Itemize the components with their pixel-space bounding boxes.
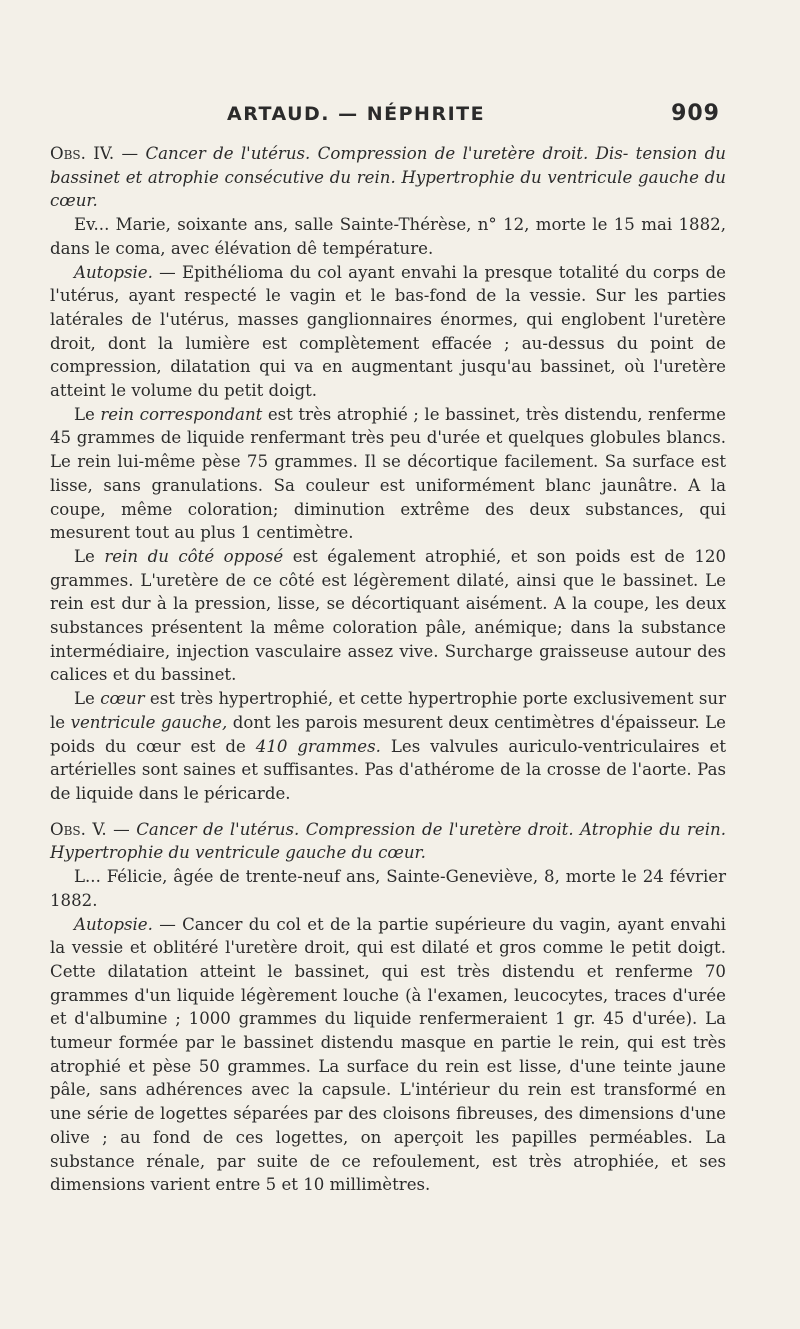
obs4-rein-corr-text: est très atrophié ; le bassinet, très distendu, renferme 45 grammes de liquide renfermant très peu d'urée et quelques globules blancs. Le rein lui-même pèse 75 grammes. Il se décortique facilement. Sa surface est lisse, sans granulations. Sa couleur est uniformément blanc jaunâtre. A la coupe, même coloration; diminution extrême des deux substances, qui mesurent tout au plus 1 centimètre. (50, 404, 726, 543)
obs4-rein-oppose (50, 545, 726, 687)
obs4-title-line3: du ventricule gauche du cœur. (50, 167, 726, 211)
obs4-coeur-text1: est très hypertrophié, et cette hypertrophie porte exclusivement sur le (50, 689, 726, 732)
obs5-title-line2: du rein. Hypertrophie du ventricule gauche du cœur. (50, 819, 726, 863)
body-text (50, 142, 726, 1197)
obs4-label: Obs. IV. — (50, 144, 139, 163)
running-title: ARTAUD. — NÉPHRITE (227, 103, 486, 125)
obs4-coeur-text3: Les valvules auriculo-ventriculaires et artérielles sont saines et suffisantes. Pas d'athérome de la crosse de l'aorte. Pas de liquide dans le péricarde. (50, 736, 727, 803)
obs4-coeur (50, 687, 726, 806)
obs5-patient: L... Félicie, âgée de trente-neuf ans, Sainte-Geneviève, 8, morte le 24 février 1882. (50, 867, 726, 910)
obs4-rein-opp-pre: Le (74, 546, 95, 566)
running-head (200, 103, 720, 129)
obs5-label: Obs. V. — (50, 819, 130, 839)
obs5-title (50, 818, 726, 865)
obs4-autopsy-text: — Epithélioma du col ayant envahi la presque totalité du corps de l'utérus, ayant respecté le vagin et le bas-fond de la vessie. Sur les parties latérales de l'utérus, masses ganglionnaires énormes, qui englobent l'uretère droit, dont la lumière est complètement effacée ; au-dessus du point de compression, dilatation qui va en augmentant jusqu'au bassinet, où l'uretère atteint le volume du petit doigt. (50, 262, 726, 401)
page-number: 909 (671, 101, 720, 126)
obs4-rein-correspondant (50, 403, 726, 545)
obs4-rein-corr-label: rein correspondant (100, 404, 263, 424)
obs4-autopsy-label: Autopsie. (74, 262, 153, 282)
section-gap (50, 806, 726, 818)
obs5-autopsy (50, 913, 726, 1197)
obs5-autopsy-label: Autopsie. (74, 914, 153, 934)
obs4-coeur-text2: dont les parois mesurent deux centimètres d'épaisseur. Le poids du cœur est de (50, 712, 727, 756)
obs4-title-line2: tension du bassinet et atrophie consécutive du rein. Hypertrophie (50, 144, 726, 187)
obs4-coeur-weight: 410 grammes. (255, 736, 381, 756)
obs4-title-line1: Cancer de l'utérus. Compression de l'uretère droit. Dis- (145, 144, 629, 163)
obs4-coeur-label: cœur (100, 689, 145, 709)
obs4-rein-corr-pre: Le (74, 404, 95, 424)
obs5-autopsy-text: — Cancer du col et de la partie supérieure du vagin, ayant envahi la vessie et oblitéré l'uretère droit, qui est dilaté et gros comme le petit doigt. Cette dilatation atteint le bassinet, qui est très distendu et renferme 70 grammes d'un liquide légèrement louche (à l'examen, leucocytes, traces d'urée et d'albumine ; 1000 grammes du liquide renfermeraient 1 gr. 45 d'urée). La tumeur formée par le bassinet distendu masque en partie le rein, qui est très atrophié et pèse 50 grammes. La surface du rein est lisse, d'une teinte jaune pâle, sans adhérences avec la capsule. L'intérieur du rein est transformé en une série de logettes séparées par des cloisons fibreuses, des dimensions d'une olive ; au fond de ces logettes, on aperçoit les papilles perméables. La substance rénale, par suite de ce refoulement, est très atrophiée, et ses dimensions varient entre 5 et 10 millimètres. (50, 914, 726, 1195)
obs4-rein-opp-label: rein du côté opposé (104, 546, 284, 566)
obs4-autopsy (50, 261, 726, 403)
obs4-rein-opp-text: est également atrophié, et son poids est de 120 grammes. L'uretère de ce côté est légèrement dilaté, ainsi que le bassinet. Le rein est dur à la pression, lisse, se décortiquant aisément. A la coupe, les deux substances présentent la même coloration pâle, anémique; dans la substance intermédiaire, injection vasculaire assez vive. Surcharge graisseuse autour des calices et du bassinet. (50, 546, 727, 685)
obs4-title (50, 142, 726, 213)
obs4-coeur-vg: ventricule gauche, (70, 712, 228, 732)
obs4-patient: Ev... Marie, soixante ans, salle Sainte-Thérèse, n° 12, morte le 15 mai 1882, dans le coma, avec élévation dê température. (50, 215, 726, 258)
obs4-coeur-pre: Le (74, 689, 95, 709)
obs5-title-line1: Cancer de l'utérus. Compression de l'uretère droit. Atrophie (136, 819, 653, 839)
